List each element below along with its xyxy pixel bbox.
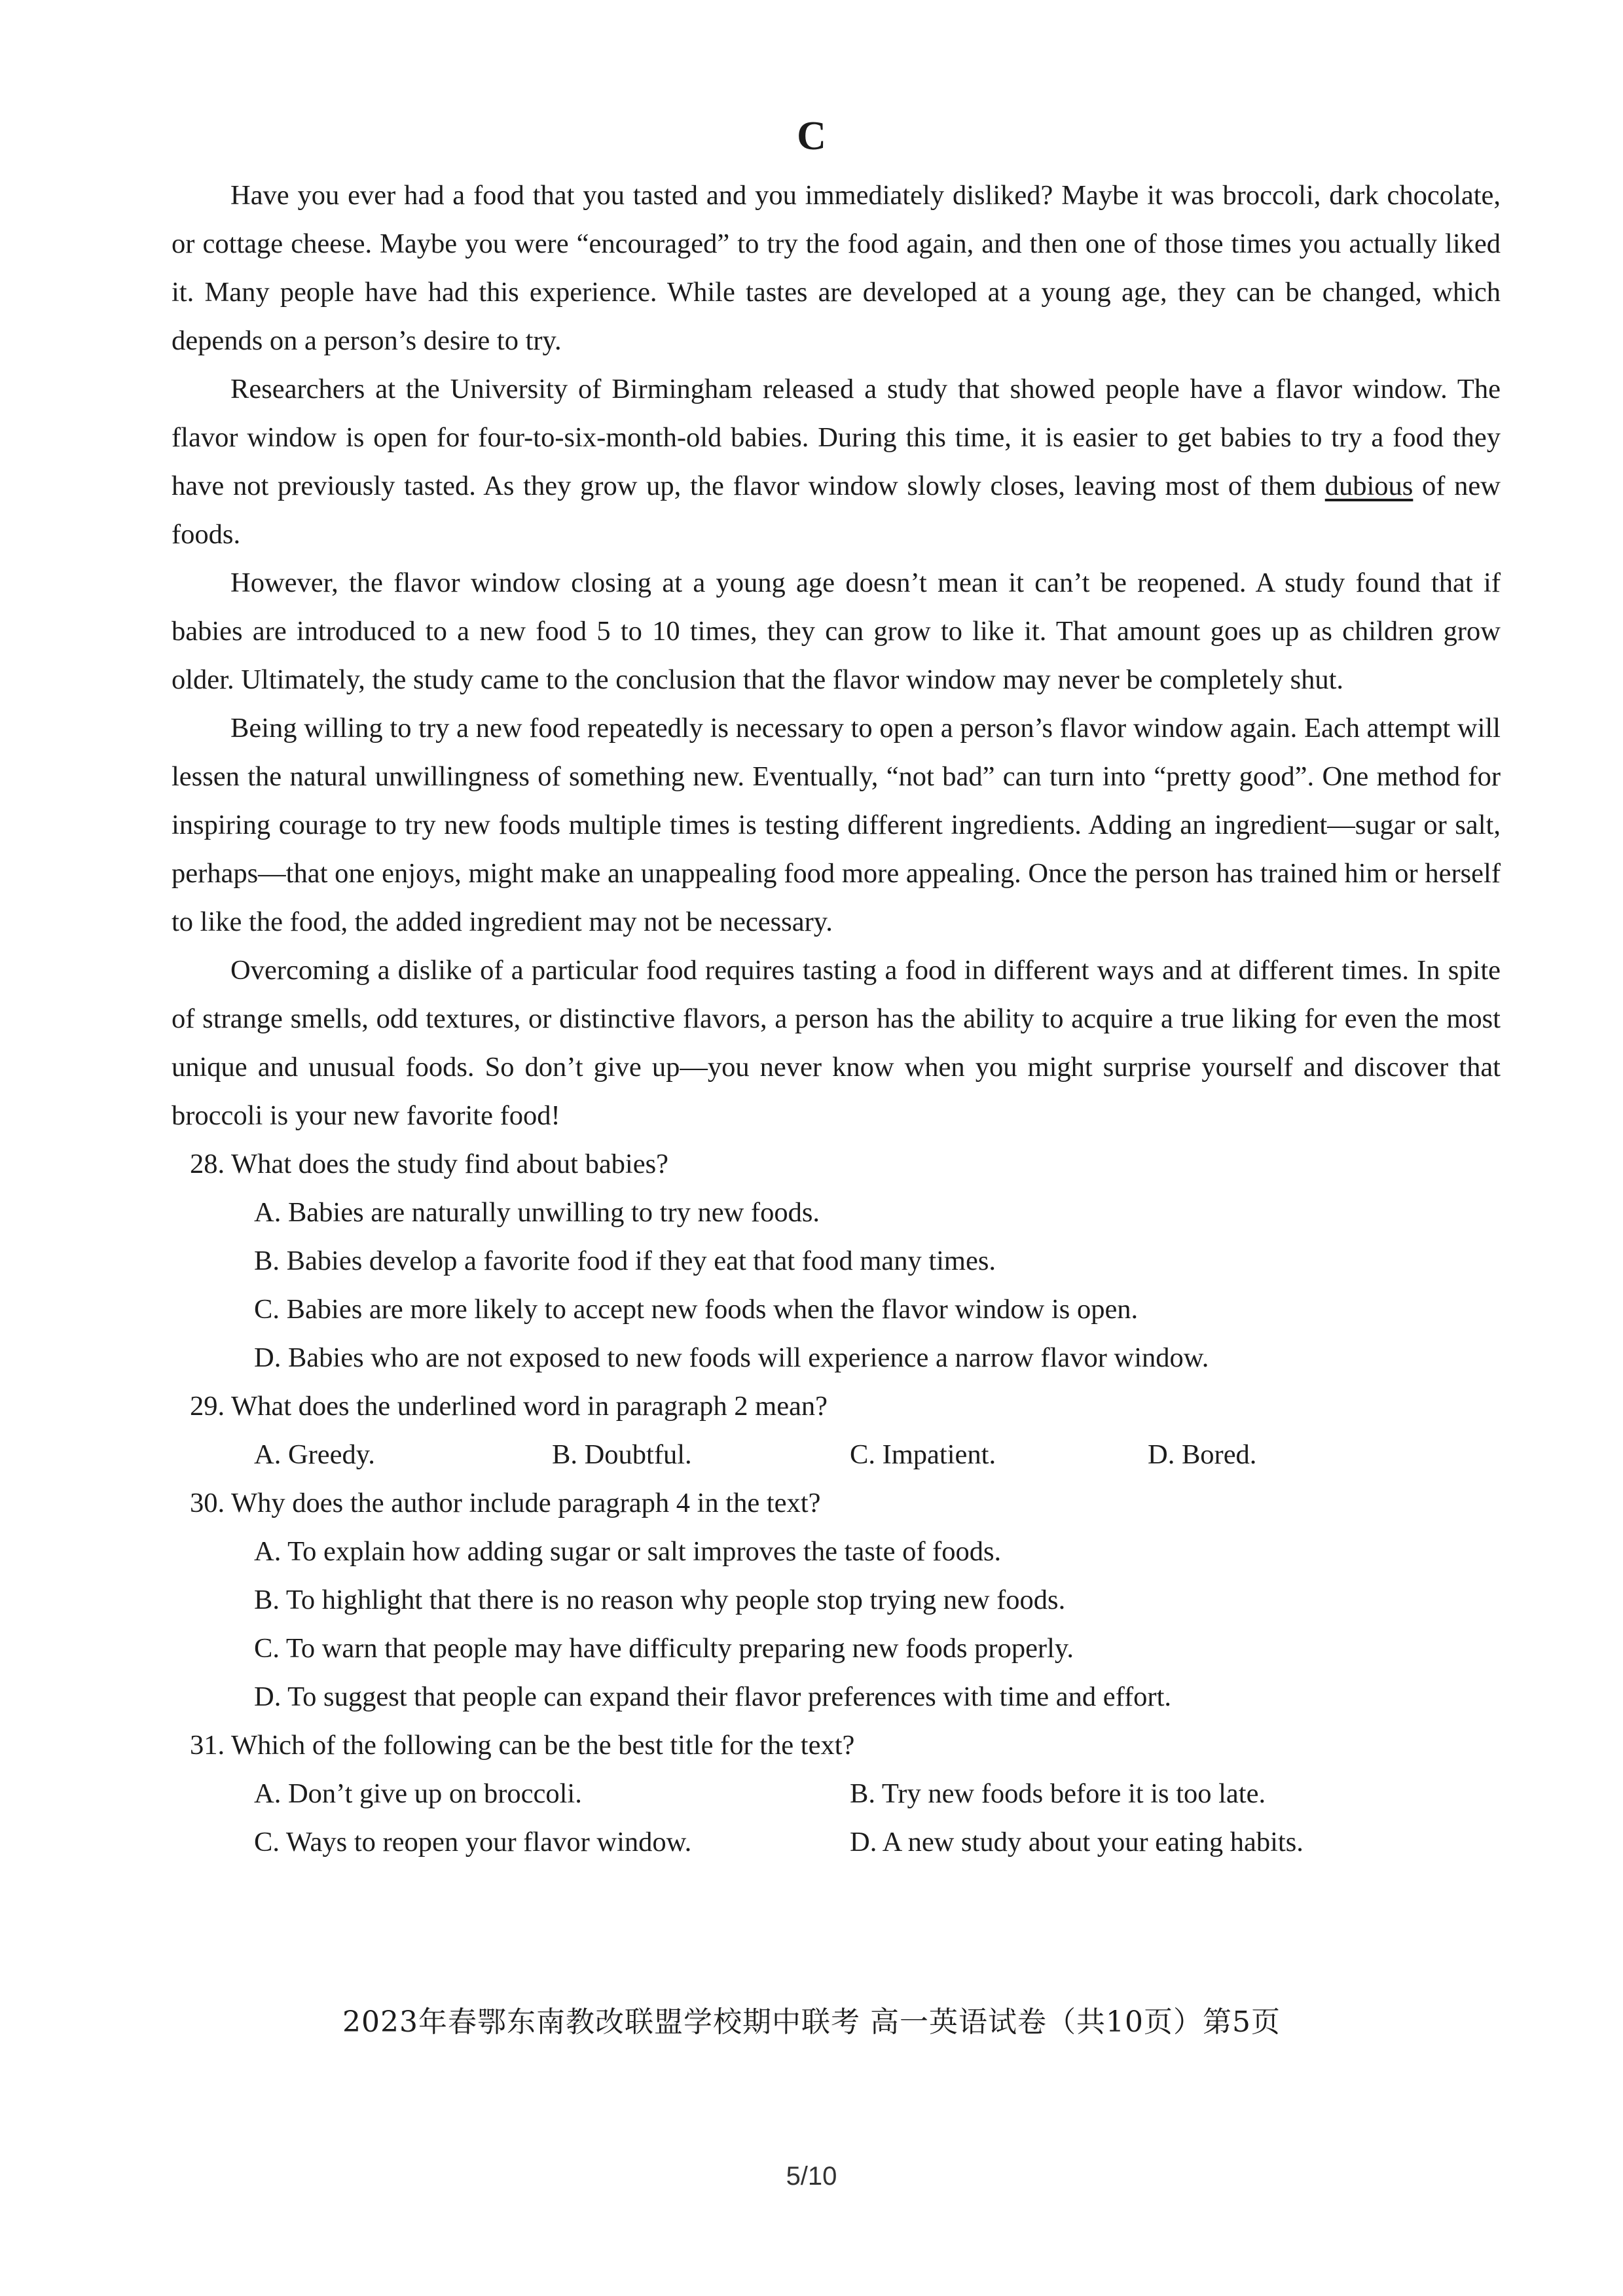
paragraph-3: However, the flavor window closing at a young age doesn’t mean it can’t be reopened. A study found that if babies are introduced to a new food 5 to 10 times, they can grow to like it. That amount goes up as children grow older. Ultimately, the study came to the conclusion that the flavor window may never be completely shut. — [172, 567, 1501, 695]
question-30-stem: 30. Why does the author include paragraph 4 in the text? — [190, 1488, 821, 1518]
question-31-options-row-1 — [172, 1770, 1501, 1818]
question-31-option-d: D. A new study about your eating habits. — [850, 1827, 1304, 1857]
question-28-option-a: A. Babies are naturally unwilling to try new foods. — [254, 1197, 820, 1228]
question-31-option-a: A. Don’t give up on broccoli. — [254, 1778, 582, 1809]
question-28-option-b: B. Babies develop a favorite food if they eat that food many times. — [254, 1246, 996, 1276]
paragraph-1: Have you ever had a food that you tasted and you immediately disliked? Maybe it was broccoli, dark chocolate, or cottage cheese. Maybe you were “encouraged” to try the food again, and then one of those times you actually liked it. Many people have had this experience. While tastes are developed at a young age, they can be changed, which depends on a person’s desire to try. — [172, 180, 1501, 356]
passage-content — [172, 171, 1501, 1867]
question-29-option-d: D. Bored. — [1148, 1439, 1257, 1470]
paragraph-5: Overcoming a dislike of a particular food requires tasting a food in different ways and at different times. In spite of strange smells, odd textures, or distinctive flavors, a person has the ability to acquire a true liking for even the most unique and unusual foods. So don’t give up—you never know when you might surprise yourself and discover that broccoli is your new favorite food! — [172, 955, 1501, 1131]
question-29-options — [172, 1431, 1501, 1479]
question-31-stem: 31. Which of the following can be the best title for the text? — [190, 1730, 855, 1761]
page-number: 5/10 — [786, 2162, 837, 2191]
question-31-option-b: B. Try new foods before it is too late. — [850, 1778, 1266, 1809]
question-28-option-c: C. Babies are more likely to accept new foods when the flavor window is open. — [254, 1294, 1139, 1325]
question-29-option-c: C. Impatient. — [850, 1439, 996, 1470]
paragraph-2-text-before: Researchers at the University of Birmingham released a study that showed people have a flavor window. The flavor window is open for four-to-six-month-old babies. During this time, it is easier to get babies to try a food they have not previously tasted. As they grow up, the flavor window slowly closes, leaving most of them — [172, 374, 1501, 501]
underlined-word: dubious — [1324, 471, 1413, 501]
question-31-options-row-2 — [172, 1818, 1501, 1867]
paragraph-4: Being willing to try a new food repeatedly is necessary to open a person’s flavor window again. Each attempt will lessen the natural unwillingness of something new. Eventually, “not bad” can turn into “pretty good”. One method for inspiring courage to try new foods multiple times is testing different ingredients. Adding an ingredient—sugar or salt, perhaps—that one enjoys, might make an unappealing food more appealing. Once the person has trained him or herself to like the food, the added ingredient may not be necessary. — [172, 713, 1501, 937]
question-29-stem: 29. What does the underlined word in paragraph 2 mean? — [190, 1391, 828, 1422]
question-30-option-c: C. To warn that people may have difficulty preparing new foods properly. — [254, 1633, 1074, 1664]
paragraph-2-text-after: of new foods. — [172, 471, 1501, 550]
question-28-stem: 28. What does the study find about babies? — [190, 1149, 669, 1179]
question-30-option-a: A. To explain how adding sugar or salt improves the taste of foods. — [254, 1536, 1002, 1567]
question-29-option-b: B. Doubtful. — [552, 1439, 692, 1470]
question-30-option-b: B. To highlight that there is no reason why people stop trying new foods. — [254, 1585, 1066, 1615]
question-30-option-d: D. To suggest that people can expand their flavor preferences with time and effort. — [254, 1681, 1172, 1712]
question-29-option-a: A. Greedy. — [254, 1439, 375, 1470]
exam-footer: 2023年春鄂东南教改联盟学校期中联考 高一英语试卷（共10页）第5页 — [342, 2005, 1281, 2039]
question-28-option-d: D. Babies who are not exposed to new foods will experience a narrow flavor window. — [254, 1342, 1209, 1373]
question-31-option-c: C. Ways to reopen your flavor window. — [254, 1827, 692, 1857]
section-heading: C — [797, 114, 826, 158]
paragraph-2 — [172, 365, 1501, 559]
